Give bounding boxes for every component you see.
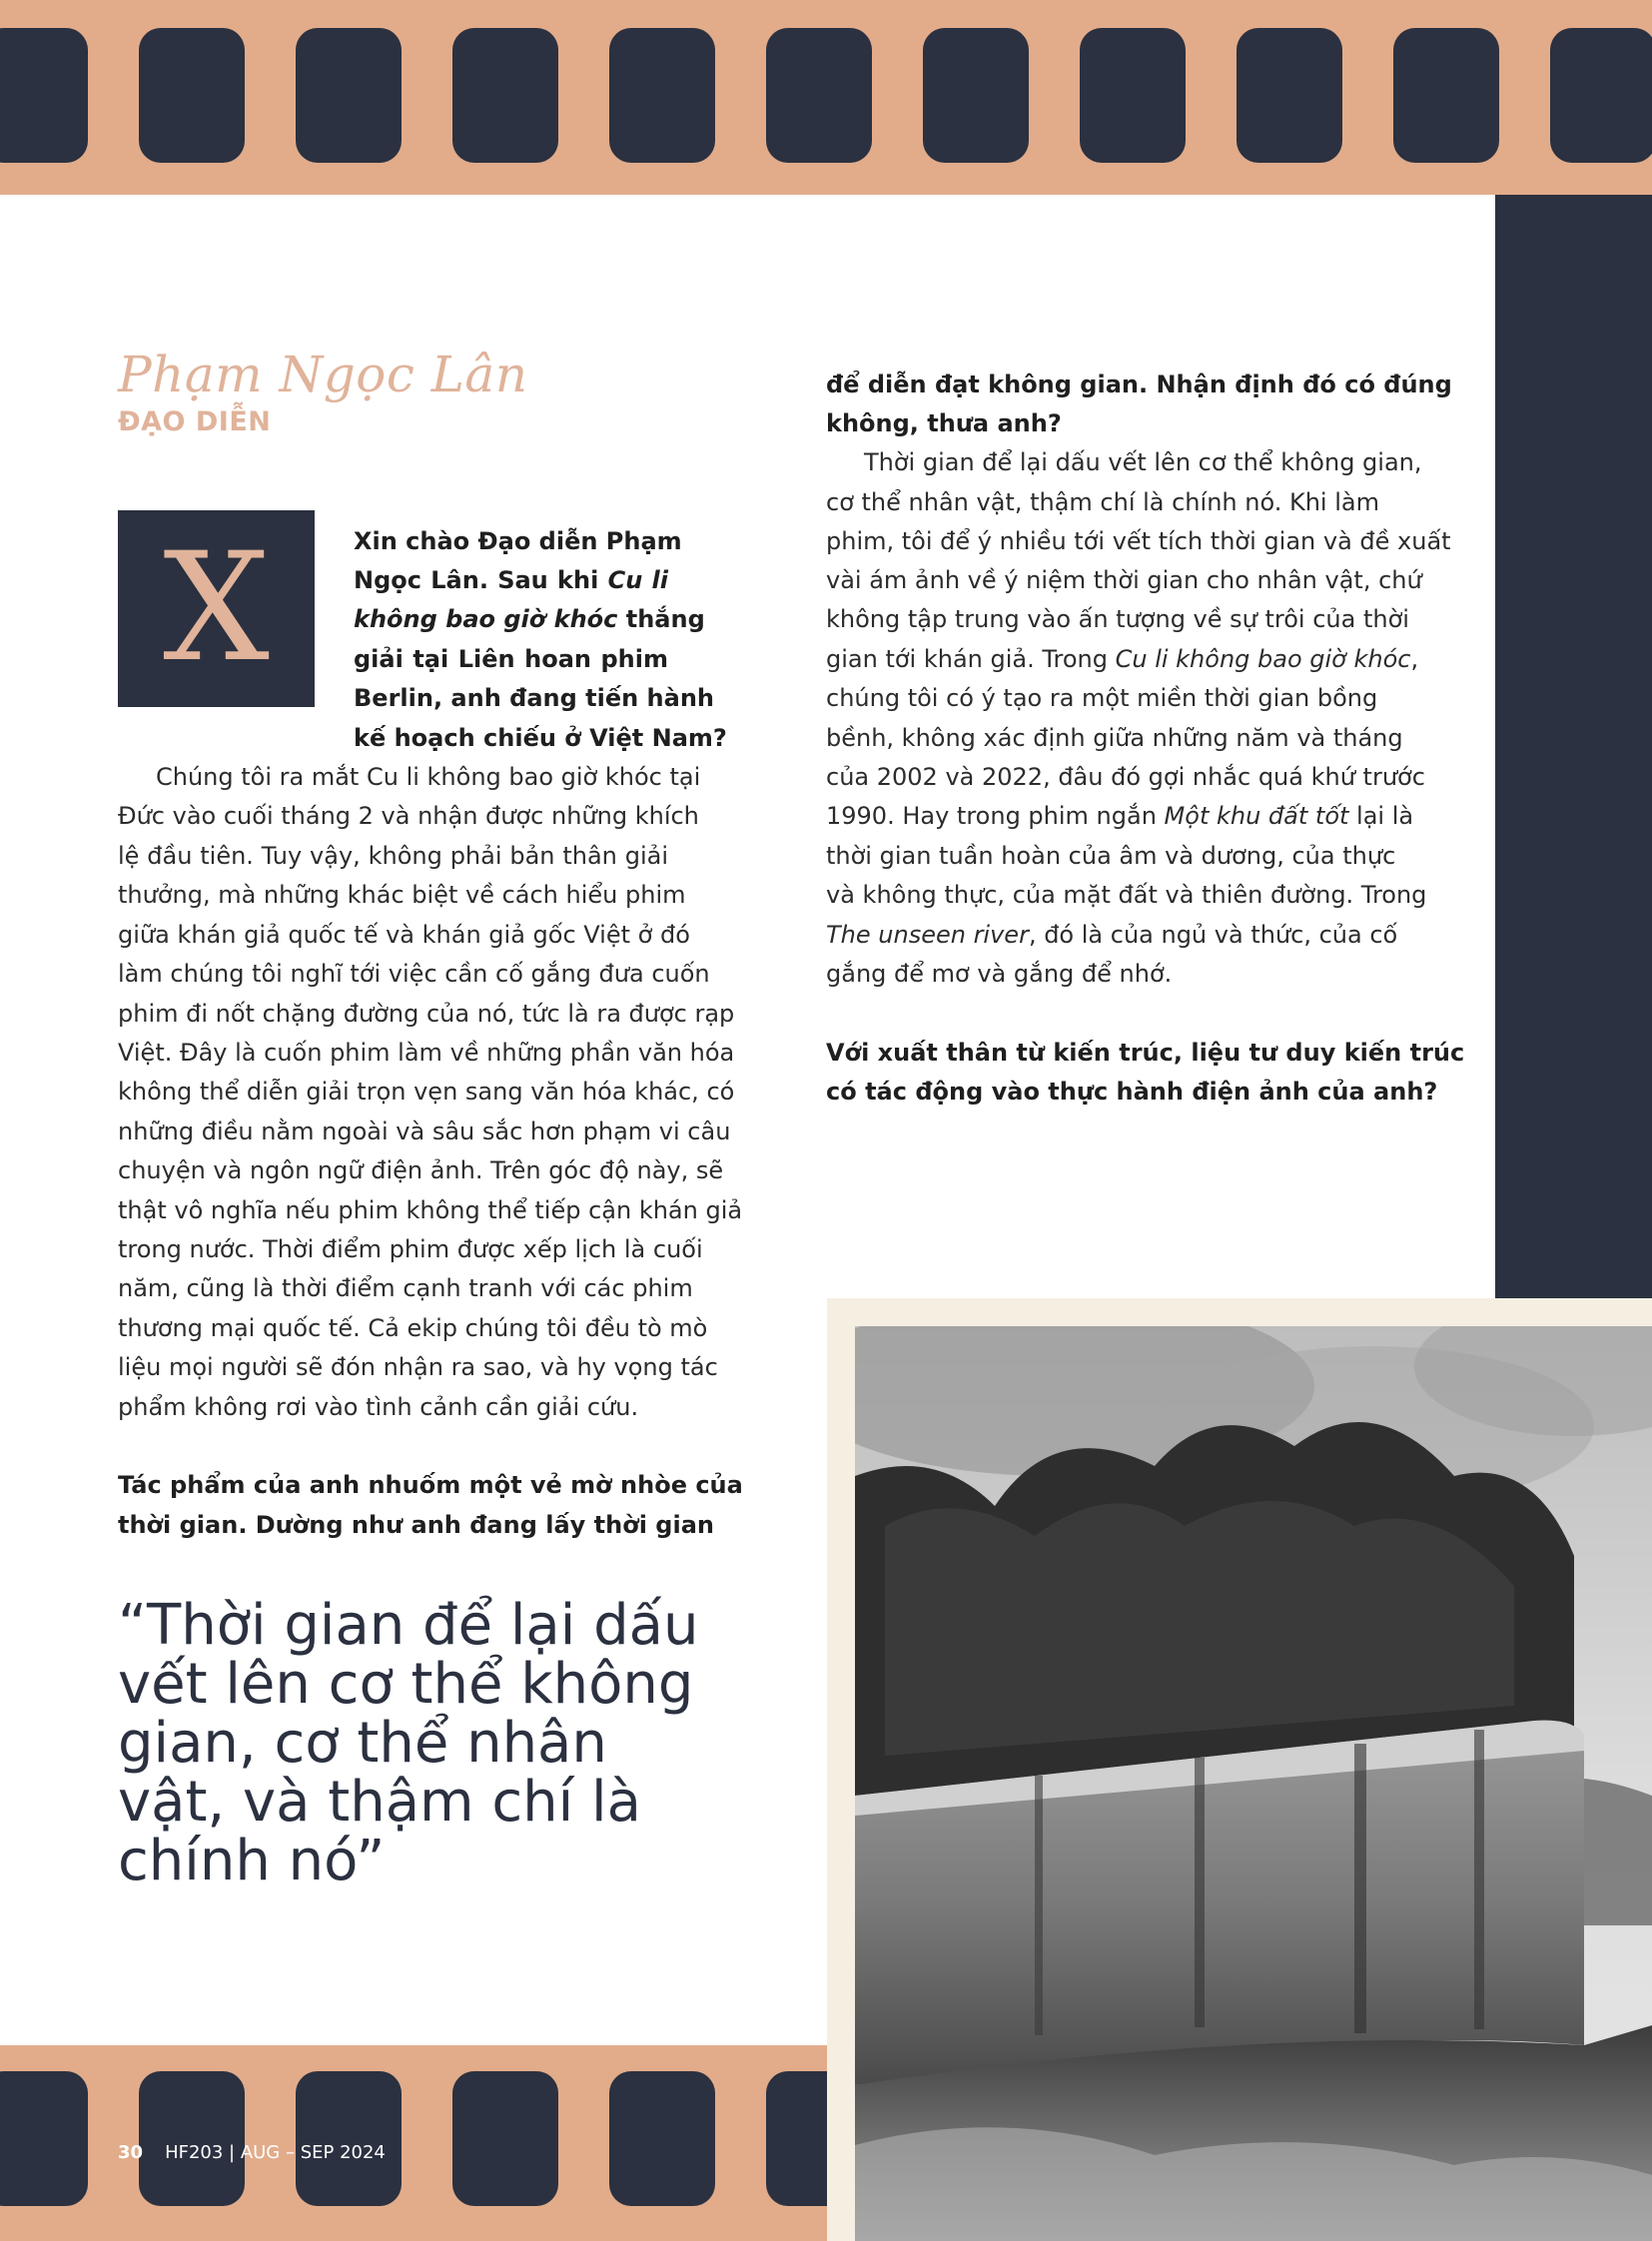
answer1-line: Đức vào cuối tháng 2 và nhận được những khích [118,802,699,830]
answer1-line: thật vô nghĩa nếu phim không thể tiếp cận khán giả [118,1196,743,1224]
page-number: 30 [118,2142,144,2163]
answer2-line: The unseen river, đó là của ngủ và thức, của cố [826,921,1398,949]
drop-cap-letter: X [163,521,270,695]
film-hole [0,2071,88,2206]
answer2-line: gắng để mơ và gắng để nhớ. [826,960,1173,988]
film-still-photo [855,1326,1652,2241]
pull-quote-line: vết lên cơ thể không [118,1652,694,1717]
right-dark-band [1495,195,1652,1298]
film-hole [1237,28,1342,163]
pull-quote-line: chính nó” [118,1829,386,1893]
pull-quote-line: vật, và thậm chí là [118,1770,641,1835]
answer1-line: chuyện và ngôn ngữ điện ảnh. Trên góc độ này, sẽ [118,1156,724,1184]
answer1-line: liệu mọi người sẽ đón nhận ra sao, và hy vọng tác [118,1353,718,1381]
intro-question-line: giải tại Liên hoan phim [354,645,668,673]
answer1-line: năm, cũng là thời điểm cạnh tranh với các phim [118,1274,693,1302]
author-name: Phạm Ngọc Lân [118,346,528,403]
film-strip-top [0,0,1652,195]
answer2-line: không tập trung vào ấn tượng về sự trôi của thời [826,605,1409,633]
answer2-line: gian tới khán giả. Trong Cu li không bao giờ khóc, [826,645,1419,673]
answer1-line: làm chúng tôi nghĩ tới việc cần cố gắng đưa cuốn [118,960,710,988]
film-hole [609,2071,715,2206]
pull-quote [118,1593,699,1893]
answer1-line: Chúng tôi ra mắt Cu li không bao giờ khóc tại [156,763,701,791]
answer1-line: thưởng, mà những khác biệt về cách hiểu phim [118,881,686,909]
film-hole [139,2071,245,2206]
answer1-line: lệ đầu tiên. Tuy vậy, không phải bản thân giải [118,842,668,870]
answer2-line: vài ám ảnh về ý niệm thời gian cho nhân vật, chứ [826,566,1422,594]
question2-line: để diễn đạt không gian. Nhận định đó có đúng [826,371,1452,398]
answer1-line: Việt. Đây là cuốn phim làm về những phần văn hóa [118,1039,735,1067]
pull-quote-line: “Thời gian để lại dấu [118,1593,699,1658]
answer2-line: 1990. Hay trong phim ngắn Một khu đất tốt lại là [826,802,1414,830]
film-hole [1550,28,1652,163]
film-hole [1080,28,1186,163]
film-hole [452,28,558,163]
question2-line: không, thưa anh? [826,409,1062,437]
answer2-line: phim, tôi để ý nhiều tới vết tích thời gian và đề xuất [826,527,1451,555]
page-footer [118,2142,386,2163]
intro-question-line: Ngọc Lân. Sau khi Cu li [354,566,668,594]
answer2-line: của 2002 và 2022, đâu đó gợi nhắc quá khứ trước [826,763,1425,791]
answer1-line: những điều nằm ngoài và sâu sắc hơn phạm vi câu [118,1118,731,1145]
film-hole [296,2071,402,2206]
pull-quote-line: gian, cơ thể nhân [118,1711,607,1776]
question2-line: thời gian. Dường như anh đang lấy thời gian [118,1511,714,1539]
intro-question-line: Xin chào Đạo diễn Phạm [354,527,682,555]
answer2-line: cơ thể nhân vật, thậm chí là chính nó. Khi làm [826,488,1379,516]
film-hole [923,28,1029,163]
film-hole [609,28,715,163]
answer1-line: không thể diễn giải trọn vẹn sang văn hóa khác, có [118,1078,735,1106]
question2-line: Tác phẩm của anh nhuốm một vẻ mờ nhòe của [118,1471,743,1499]
answer1-line: giữa khán giả quốc tế và khán giả gốc Việt ở đó [118,921,690,949]
film-hole [766,28,872,163]
drop-cap [118,510,315,707]
film-hole [766,2071,827,2206]
answer1-line: trong nước. Thời điểm phim được xếp lịch là cuối [118,1235,703,1263]
question3-line: có tác động vào thực hành điện ảnh của anh? [826,1078,1438,1106]
answer2-line: và không thực, của mặt đất và thiên đường. Trong [826,881,1427,909]
film-hole [1393,28,1499,163]
film-hole [0,28,88,163]
answer2-line: thời gian tuần hoàn của âm và dương, của thực [826,842,1396,870]
question3-line: Với xuất thân từ kiến trúc, liệu tư duy kiến trúc [826,1039,1465,1067]
intro-question-line: kế hoạch chiếu ở Việt Nam? [354,724,727,752]
author-role: ĐẠO DIỄN [118,406,272,437]
answer1-line: thương mại quốc tế. Cả ekip chúng tôi đều tò mò [118,1314,708,1342]
issue-label: HF203 | AUG – SEP 2024 [165,2142,386,2163]
answer2-line: chúng tôi có ý tạo ra một miền thời gian bồng [826,684,1378,712]
answer1-line: phim đi nốt chặng đường của nó, tức là ra được rạp [118,1000,735,1028]
film-hole [296,28,402,163]
answer2-line: Thời gian để lại dấu vết lên cơ thể không gian, [864,448,1422,476]
answer1-line: phẩm không rơi vào tình cảnh cần giải cứu. [118,1393,639,1421]
film-hole [139,28,245,163]
intro-question-line: không bao giờ khóc thắng [354,605,705,633]
film-title-italic: không bao giờ khóc [354,605,618,633]
film-hole [452,2071,558,2206]
intro-question-line: Berlin, anh đang tiến hành [354,684,715,712]
answer2-line: bềnh, không xác định giữa những năm và tháng [826,724,1403,752]
film-title-italic: Cu li [607,566,668,594]
